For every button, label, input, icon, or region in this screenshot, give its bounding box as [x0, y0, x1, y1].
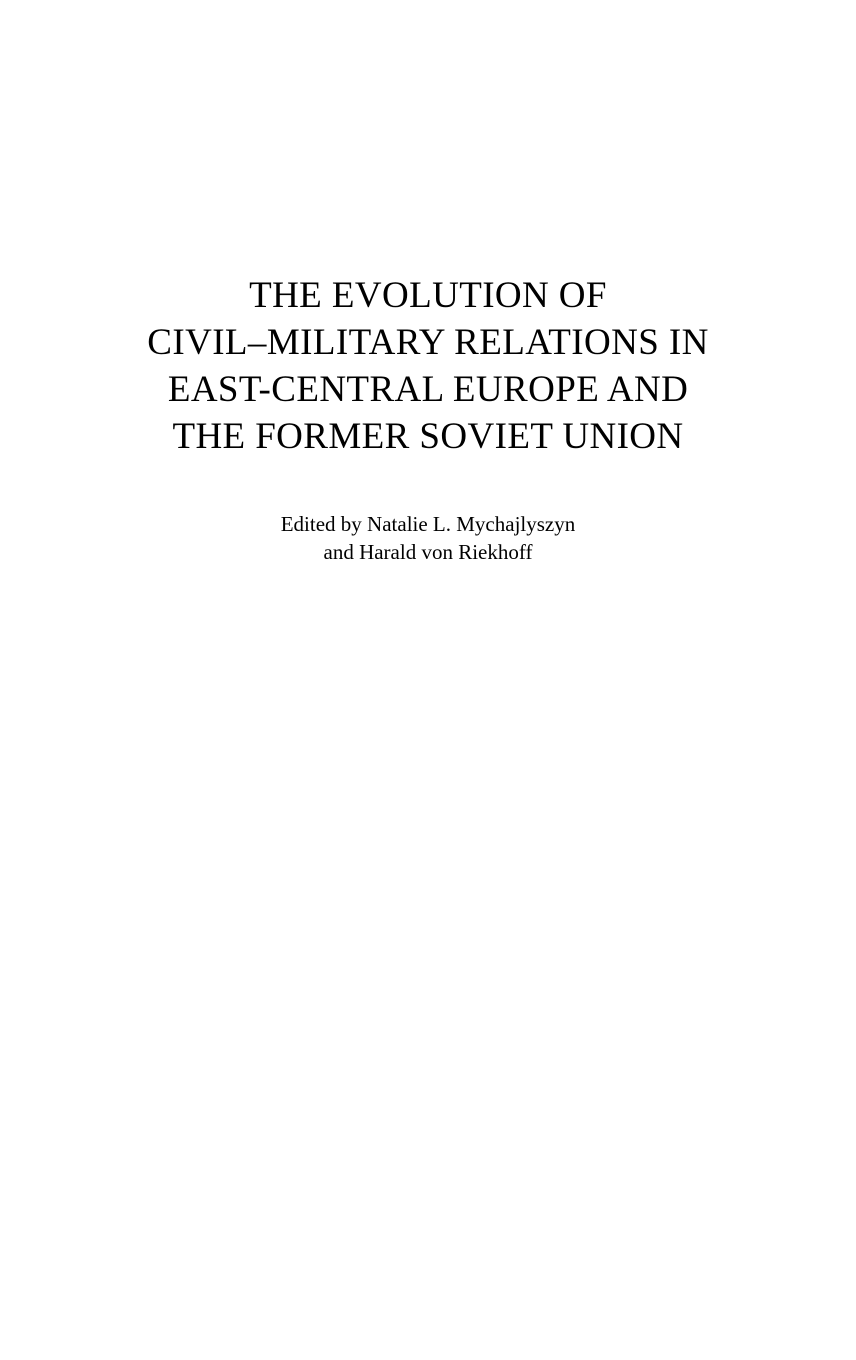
- editor-line-1: Edited by Natalie L. Mychajlyszyn: [280, 512, 576, 536]
- title-line-4: THE FORMER SOVIET UNION: [172, 416, 684, 457]
- title-line-1: THE EVOLUTION OF: [249, 275, 607, 316]
- editor-line-2: and Harald von Riekhoff: [323, 540, 533, 564]
- title-line-3: EAST-CENTRAL EUROPE AND: [167, 369, 689, 410]
- title-line-2: CIVIL–MILITARY RELATIONS IN: [147, 322, 709, 363]
- book-title: [0, 272, 856, 460]
- book-editors: [0, 510, 856, 566]
